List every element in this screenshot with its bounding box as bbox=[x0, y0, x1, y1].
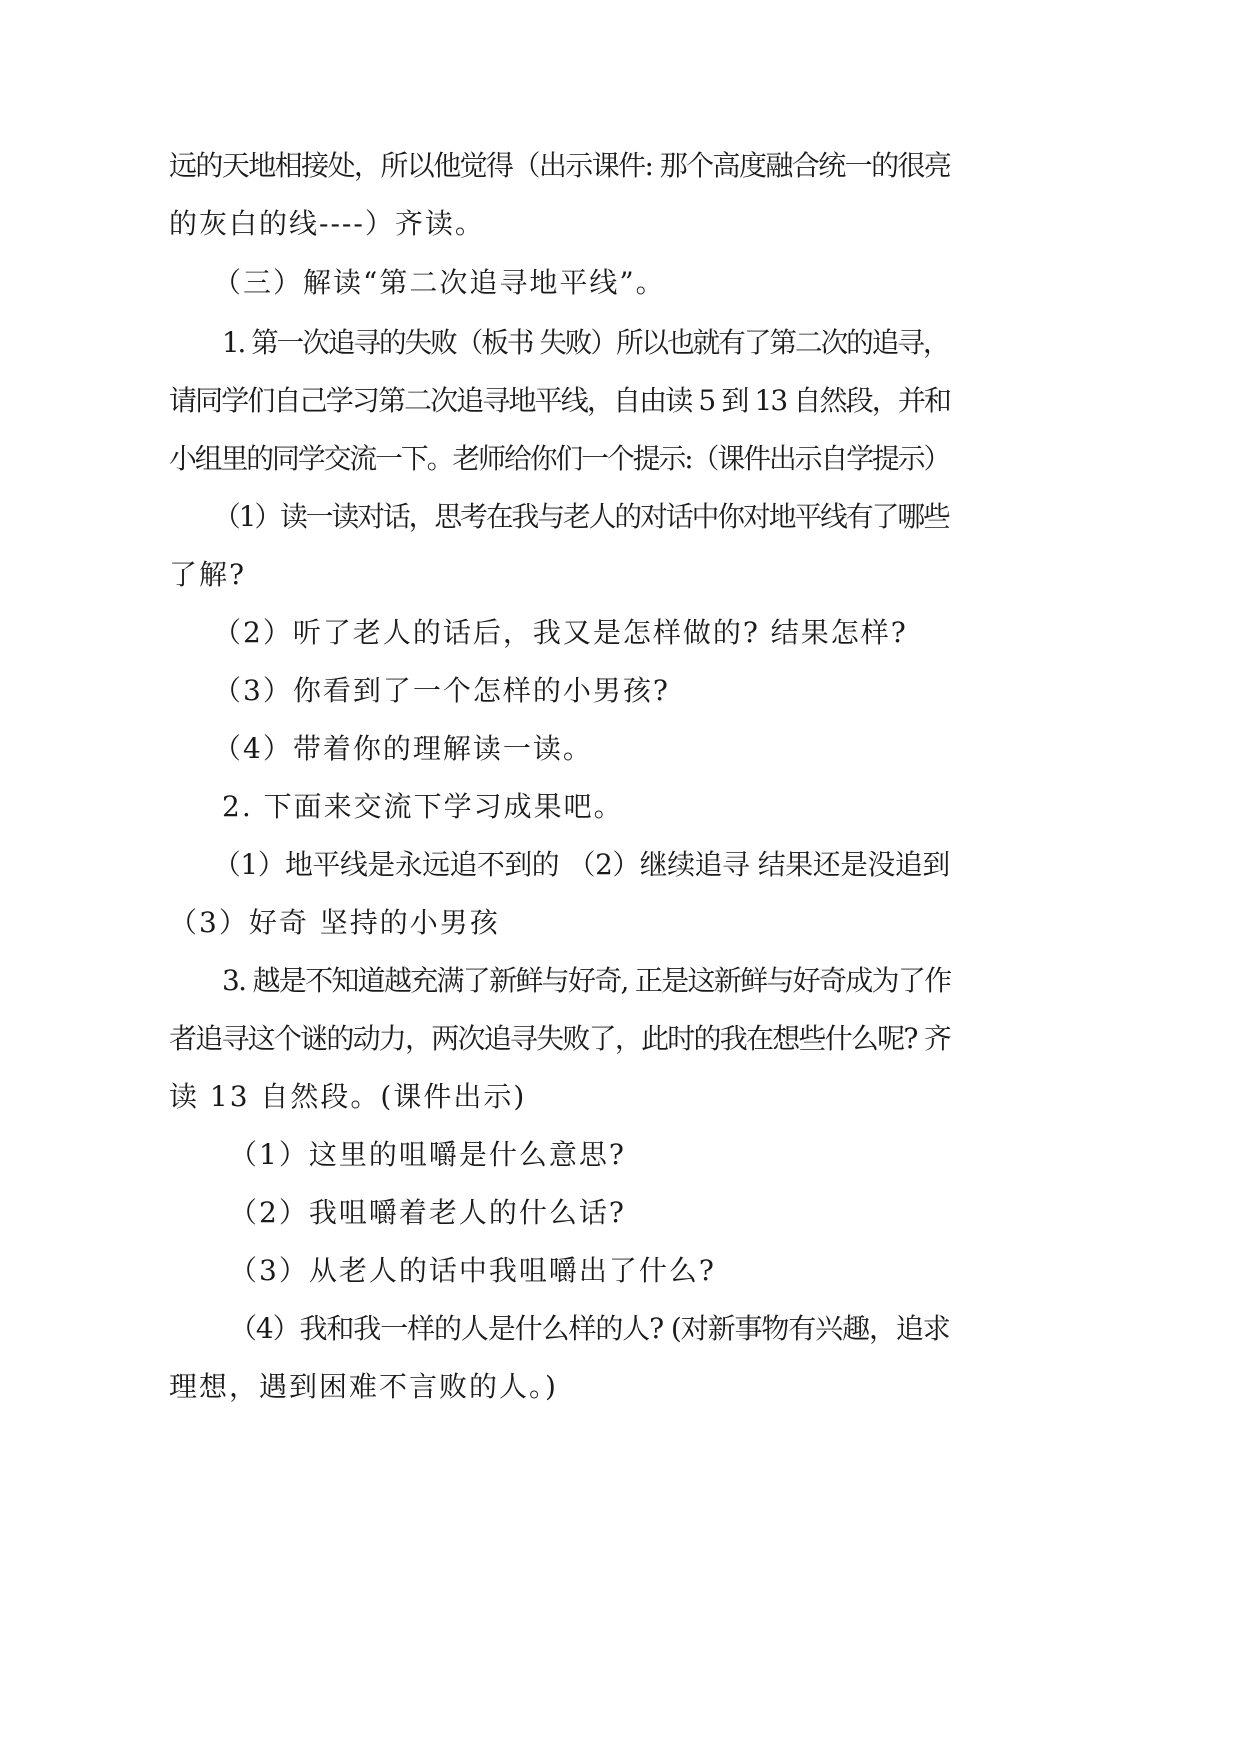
text-line: 小组里的同学交流一下。老师给你们一个提示:（课件出示自学提示） bbox=[169, 442, 950, 475]
text-line: （2）听了老人的话后，我又是怎样做的? 结果怎样? bbox=[213, 616, 908, 649]
text-line: 远的天地相接处，所以他觉得（出示课件: 那个高度融合统一的很亮 bbox=[169, 149, 951, 182]
text-line: （1）读一读对话，思考在我与老人的对话中你对地平线有了哪些 bbox=[213, 500, 949, 533]
text-line: （3）你看到了一个怎样的小男孩? bbox=[213, 674, 670, 707]
text-line: 理想，遇到困难不言败的人。) bbox=[169, 1370, 558, 1403]
text-line: （4）我和我一样的人是什么样的人? (对新事物有兴趣，追求 bbox=[229, 1312, 950, 1345]
text-line: （2）我咀嚼着老人的什么话? bbox=[229, 1196, 626, 1229]
text-line: （3）好奇 坚持的小男孩 bbox=[169, 906, 500, 939]
text-line: 3. 越是不知道越充满了新鲜与好奇, 正是这新鲜与好奇成为了作 bbox=[222, 964, 951, 997]
section-heading: （三）解读“第二次追寻地平线”。 bbox=[213, 266, 666, 299]
text-line: （1）地平线是永远追不到的 （2）继续追寻 结果还是没追到 bbox=[213, 848, 950, 881]
text-line: 读 13 自然段。(课件出示) bbox=[169, 1080, 527, 1113]
text-line: 1. 第一次追寻的失败（板书 失败）所以也就有了第二次的追寻， bbox=[222, 326, 949, 359]
text-line: 2. 下面来交流下学习成果吧。 bbox=[222, 790, 624, 823]
text-line: 者追寻这个谜的动力，两次追寻失败了，此时的我在想些什么呢? 齐 bbox=[169, 1022, 950, 1055]
text-line: （3）从老人的话中我咀嚼出了什么? bbox=[229, 1254, 716, 1287]
text-line: （1）这里的咀嚼是什么意思? bbox=[229, 1138, 626, 1171]
text-line: 请同学们自己学习第二次追寻地平线，自由读 5 到 13 自然段，并和 bbox=[169, 384, 951, 417]
text-line: 了解? bbox=[169, 558, 247, 591]
text-line: （4）带着你的理解读一读。 bbox=[213, 732, 593, 765]
text-line: 的灰白的线----）齐读。 bbox=[169, 207, 485, 240]
